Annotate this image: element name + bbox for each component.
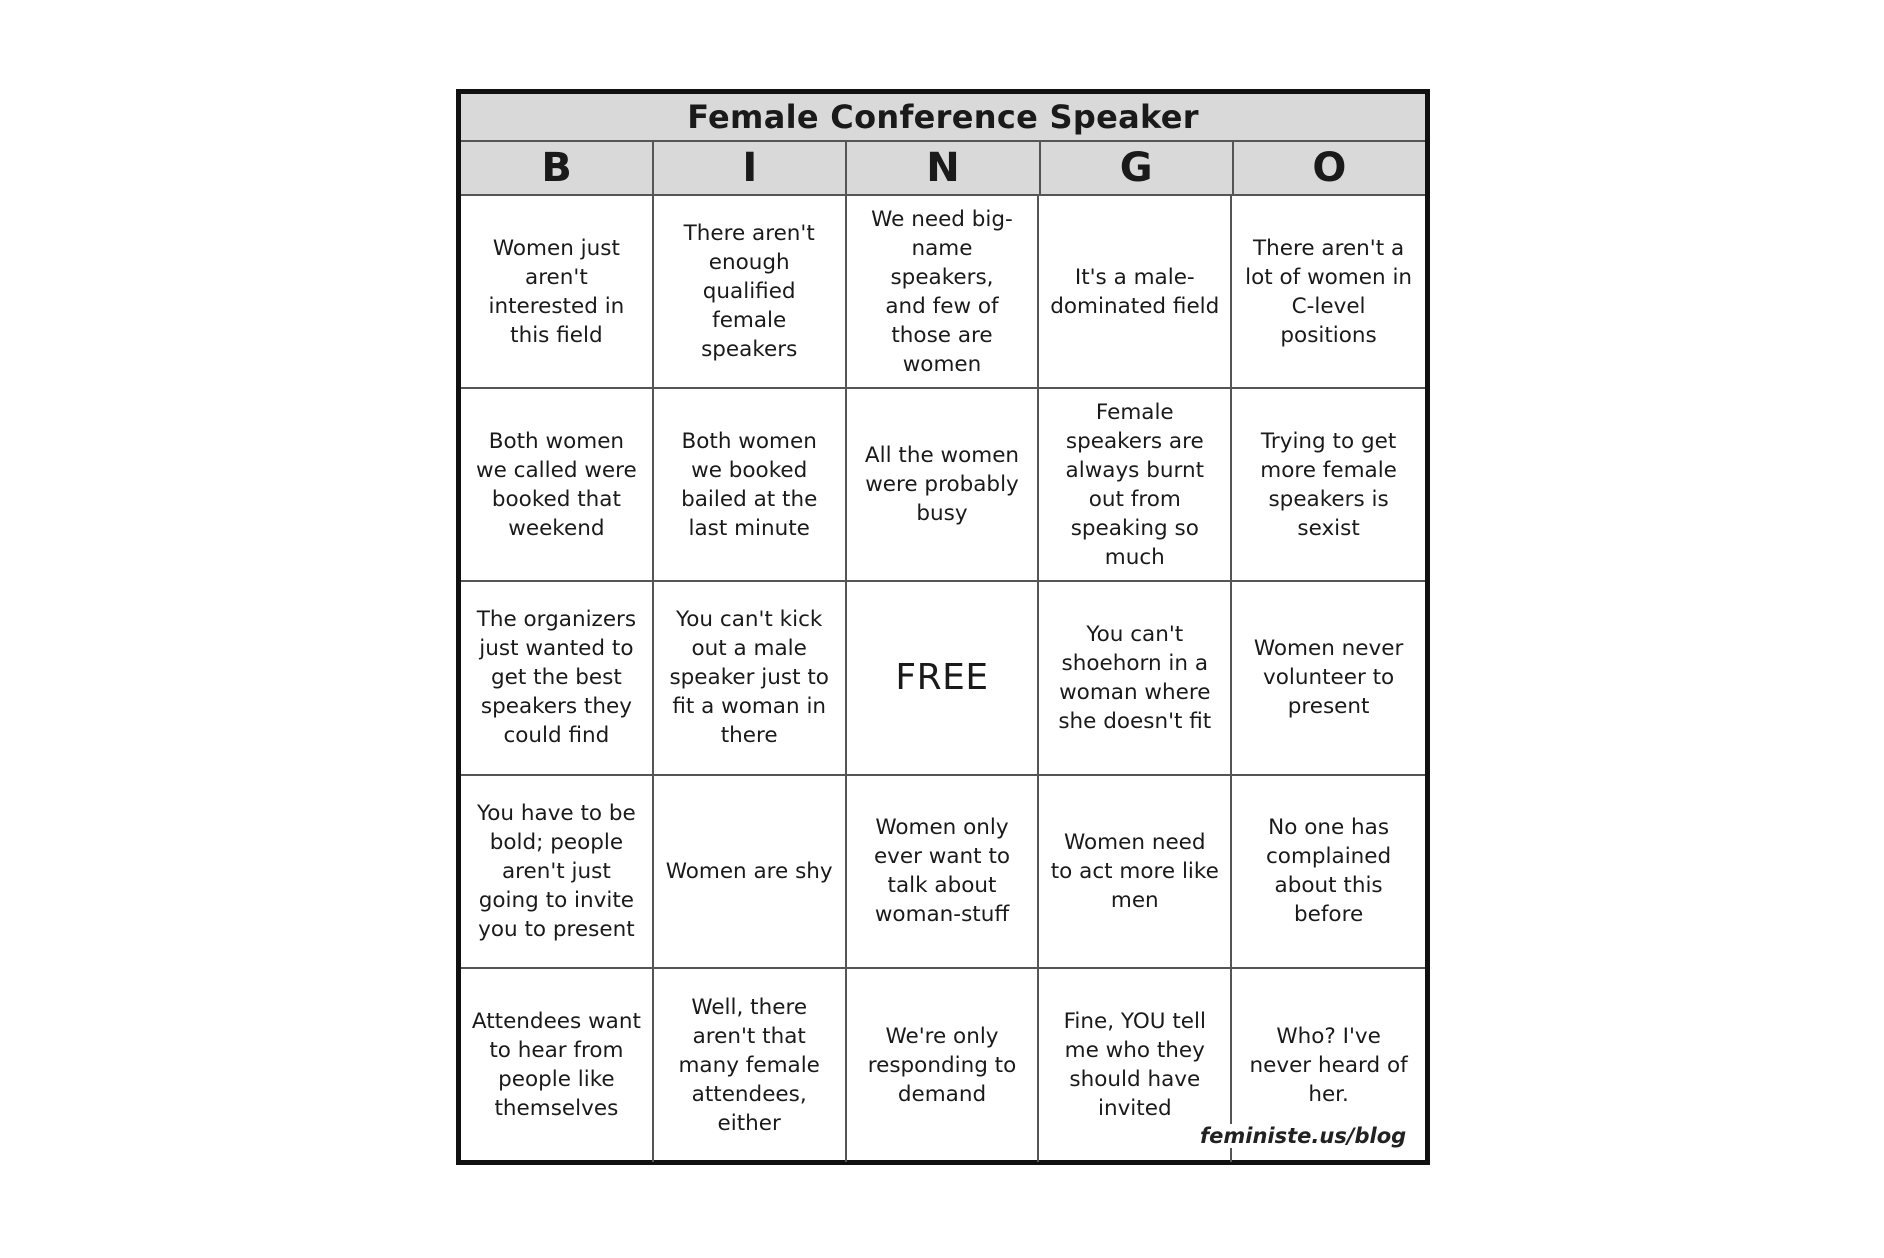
bingo-cell: The organizers just wanted to get the best speakers they could find bbox=[461, 582, 654, 775]
letter-n: N bbox=[847, 142, 1040, 194]
bingo-cell: Who? I've never heard of her. bbox=[1249, 1023, 1408, 1107]
letter-o: O bbox=[1312, 145, 1347, 191]
bingo-card bbox=[456, 89, 1430, 1165]
letter-i: I bbox=[654, 142, 847, 194]
bingo-cell: Women are shy bbox=[654, 776, 847, 969]
bingo-cell: Women just aren't interested in this field bbox=[461, 196, 654, 389]
bingo-cell: Attendees want to hear from people like themselves bbox=[461, 969, 654, 1162]
free-space-cell: FREE bbox=[847, 582, 1040, 775]
bingo-cell: There aren't a lot of women in C-level positions bbox=[1232, 196, 1425, 389]
letter-b: B bbox=[461, 142, 654, 194]
bingo-cell: It's a male- dominated field bbox=[1039, 196, 1232, 389]
card-title: Female Conference Speaker bbox=[461, 94, 1425, 142]
bingo-cell: All the women were probably busy bbox=[847, 389, 1040, 582]
bingo-cell: No one has complained about this before bbox=[1232, 776, 1425, 969]
bingo-cell: You have to be bold; people aren't just going to invite you to present bbox=[461, 776, 654, 969]
bingo-cell: We need big- name speakers, and few of those are women bbox=[847, 196, 1040, 389]
bingo-cell: You can't shoehorn in a woman where she doesn't fit bbox=[1039, 582, 1232, 775]
bingo-cell: We're only responding to demand bbox=[847, 969, 1040, 1162]
bingo-cell: There aren't enough qualified female speakers bbox=[654, 196, 847, 389]
bingo-letters-header bbox=[461, 142, 1425, 196]
bingo-cell: Fine, YOU tell me who they should have invited bbox=[1039, 969, 1232, 1162]
bingo-cell: Women never volunteer to present bbox=[1232, 582, 1425, 775]
bingo-cell: Both women we booked bailed at the last minute bbox=[654, 389, 847, 582]
bingo-cell: Female speakers are always burnt out from speaking so much bbox=[1039, 389, 1232, 582]
source-credit: feministe.us/blog bbox=[1200, 1124, 1407, 1148]
bingo-cell: Both women we called were booked that weekend bbox=[461, 389, 654, 582]
bingo-cell: Women need to act more like men bbox=[1039, 776, 1232, 969]
bingo-cell: You can't kick out a male speaker just to fit a woman in there bbox=[654, 582, 847, 775]
bingo-grid bbox=[461, 196, 1425, 1162]
bingo-cell: Trying to get more female speakers is sexist bbox=[1232, 389, 1425, 582]
bingo-cell: Women only ever want to talk about woman-stuff bbox=[847, 776, 1040, 969]
bingo-cell: Well, there aren't that many female attendees, either bbox=[654, 969, 847, 1162]
letter-g: G bbox=[1041, 142, 1234, 194]
